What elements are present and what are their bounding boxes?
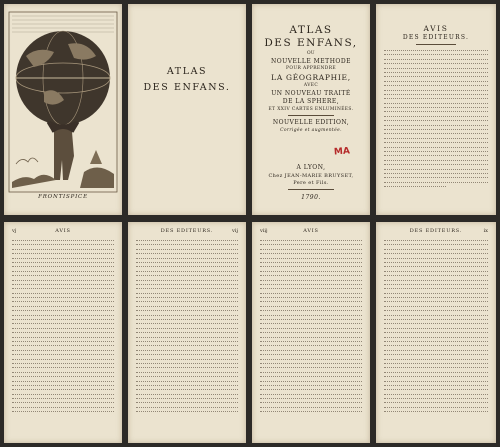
title-edition: NOUVELLE EDITION, — [272, 119, 350, 126]
running-head: DES EDITEURS. — [160, 228, 214, 234]
avis-rule — [416, 44, 456, 45]
avis-title: AVIS — [423, 24, 449, 33]
page-header — [12, 228, 114, 238]
body-text — [136, 240, 238, 416]
half-title-line1: ATLAS — [166, 66, 208, 77]
title-publisher: Chez JEAN-MARIE BRUYSET, — [268, 173, 354, 179]
title-line2: DES ENFANS, — [264, 37, 358, 49]
title-line1: ATLAS — [289, 24, 333, 36]
title-cartes: ET XXIV CARTES ENLUMINÉES. — [268, 107, 354, 112]
title-method: NOUVELLE METHODE — [270, 58, 352, 65]
page-number: vj — [12, 228, 17, 234]
half-title-line2: DES ENFANS. — [143, 82, 231, 93]
frontispiece-page — [4, 4, 122, 215]
text-page-viij — [252, 222, 370, 443]
frontispiece-caption: FRONTISPICE — [38, 194, 88, 200]
body-text — [384, 240, 488, 416]
title-traite-1: UN NOUVEAU TRAITÉ — [271, 90, 351, 97]
title-avec: AVEC — [303, 83, 319, 88]
page-number: viij — [260, 228, 268, 234]
library-stamp: MA — [333, 146, 351, 158]
running-head: DES EDITEURS. — [409, 228, 463, 234]
page-number: vij — [232, 228, 238, 234]
avis-subtitle: DES EDITEURS. — [402, 34, 470, 41]
half-title — [128, 64, 246, 96]
title-publisher-2: Pere et Fils. — [293, 180, 329, 186]
title-place: A LYON, — [296, 164, 326, 171]
body-text — [260, 240, 362, 416]
title-corrigee: Corrigée et augmentée. — [280, 128, 342, 133]
running-head: AVIS — [55, 228, 71, 234]
running-head: AVIS — [303, 228, 319, 234]
text-page-vj — [4, 222, 122, 443]
title-year: 1790. — [301, 194, 321, 201]
page-header — [260, 228, 362, 238]
page-header — [384, 228, 488, 238]
avis-page-1 — [376, 4, 496, 215]
atlas-globe-illustration — [4, 4, 122, 215]
text-page-ix — [376, 222, 496, 443]
page-number: ix — [483, 228, 488, 234]
title-rule-1 — [288, 115, 334, 116]
body-text — [12, 240, 114, 416]
title-rule-2 — [288, 189, 334, 190]
title-traite-2: DE LA SPHERE, — [282, 98, 340, 105]
avis-text-block — [384, 50, 488, 191]
page-header — [136, 228, 238, 238]
half-title-page — [128, 4, 246, 215]
title-page — [252, 4, 370, 215]
title-subject: LA GÉOGRAPHIE, — [271, 73, 351, 82]
text-page-vij — [128, 222, 246, 443]
title-pour: POUR APPRENDRE — [285, 66, 337, 71]
title-ou: OU — [306, 51, 316, 56]
